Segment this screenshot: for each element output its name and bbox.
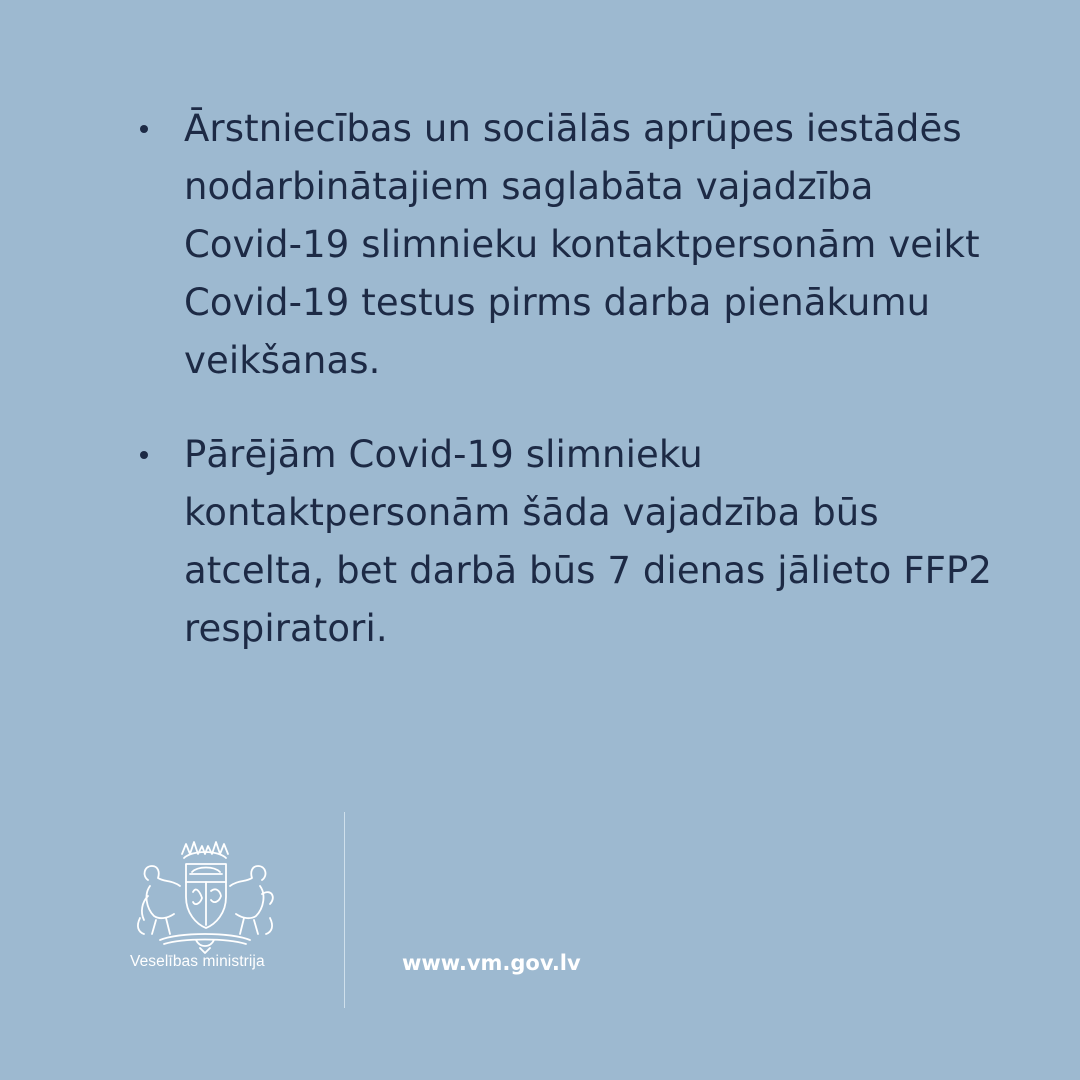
bullet-dot-icon [140,125,148,133]
website-link[interactable]: www.vm.gov.lv [402,951,581,975]
bullet-dot-icon [140,451,148,459]
footer-divider [344,812,345,1008]
bullet-item [140,426,1000,658]
latvia-coat-of-arms-icon [130,836,280,954]
bullet-item [140,100,1000,390]
bullet-text: Ārstniecības un sociālās aprūpes iestādēs nodarbinātajiem saglabāta vajadzība Covid-19 slimnieku kontaktpersonām veikt Covid-19 testus pirms darba pienākumu veikšanas. [184,107,980,382]
bullet-text: Pārējām Covid-19 slimnieku kontaktpersonām šāda vajadzība būs atcelta, bet darbā būs 7 dienas jālieto FFP2 respiratori. [184,433,993,650]
organization-name: Veselības ministrija [130,953,265,970]
bullet-list [140,100,1000,694]
